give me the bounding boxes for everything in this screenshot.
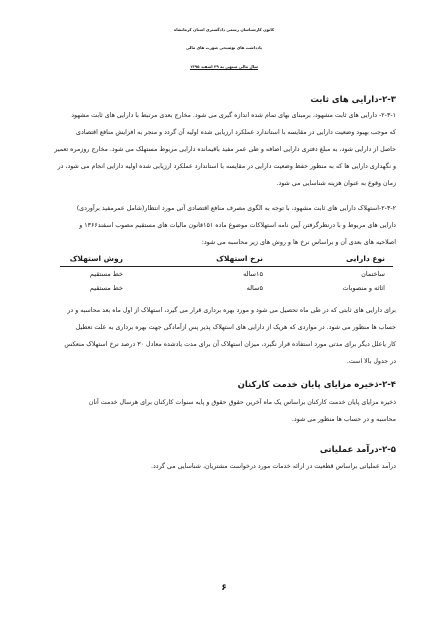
cell-depreciation-rate: ۱۵ساله bbox=[243, 270, 263, 278]
paragraph-line: برای دارایی های ثابتی که در طی ماه تحصیل می شود و مورد بهره برداری قرار می گیرد، استهلاک از اول ماه بعد محاسبه و در bbox=[67, 307, 396, 314]
paragraph-line: کار یاعلل دیگر برای مدتی مورد استفاده قرار نگیرد، میزان استهلاک آن برای مدت یادشده معادل ۳۰ درصد نرخ استهلاک منعکس bbox=[64, 341, 396, 348]
paragraph-line: درآمد عملیاتی براساس قطعیت در ارائه خدمات مورد درخواست مشتریان، شناسایی می گردد. bbox=[150, 463, 396, 470]
paragraph-line: در جدول بالا است. bbox=[346, 358, 396, 365]
cell-asset-type: ساختمان bbox=[361, 270, 385, 278]
header-asset-type: نوع دارایی bbox=[346, 254, 385, 263]
section-fixed-assets-heading: ۲-۳-دارایی های ثابت bbox=[310, 95, 396, 105]
cell-depreciation-rate: ۵ساله bbox=[246, 284, 263, 292]
cell-depreciation-method: خط مستقیم bbox=[89, 270, 123, 278]
period-title: سال مالی منتهی به ۲۹ اسفند ۱۳۹۵ bbox=[189, 64, 259, 69]
section-end-of-service-heading: ۲-۴-ذخیره مزایای پایان خدمت کارکنان bbox=[237, 380, 396, 390]
paragraph-line: که موجب بهبود وضعیت دارایی در مقایسه با استاندارد عملکرد ارزیابی شده اولیه آن گردد و منجر به افزایش منافع اقتصادی bbox=[76, 129, 396, 136]
org-title: کانون کارشناسان رسمی دادگستری استان کرمانشاه bbox=[173, 27, 275, 32]
paragraph-line: و نگهداری دارایی ها که به منظور حفظ وضعیت دارایی در مقایسه با استاندارد عملکرد ارزیابی شده اولیه دارایی انجام می شود، در bbox=[57, 163, 396, 170]
paragraph-line: حاصل از دارایی شود، به مبلغ دفتری دارایی اضافه و طی عمر مفید باقیمانده دارایی مربوط مستهلک می شود. مخارج روزمره تعمیر bbox=[54, 146, 396, 153]
paragraph-line: حساب ها منظور می شود. در مواردی که هریک از دارایی های استهلاک پذیر پس ازآمادگی جهت بهره برداری به علت تعطیل bbox=[75, 324, 396, 331]
paragraph-line: ۲-۳-۲-استهلاک دارایی های ثابت مشهود، با توجه به الگوی مصرف منافع اقتصادی آتی مورد انتظار(شامل عمرمفید برآوردی) bbox=[76, 205, 396, 212]
depreciation-table bbox=[60, 254, 393, 298]
table-rule bbox=[60, 266, 393, 267]
table-row bbox=[60, 284, 393, 294]
report-title: یادداشت های توضیحی صورت های مالی bbox=[185, 45, 263, 50]
paragraph-line: ۲-۳-۱- دارایی های ثابت مشهود، برمبنای بهای تمام شده اندازه گیری می شود. مخارج بعدی مرتبط با دارایی های ثابت مشهود bbox=[71, 112, 396, 119]
cell-depreciation-method: خط مستقیم bbox=[89, 284, 123, 292]
page-number: ۶ bbox=[221, 583, 227, 593]
header-depreciation-rate: نرخ استهلاک bbox=[216, 254, 263, 263]
section-operating-revenue-heading: ۲-۵-درآمد عملیاتی bbox=[319, 445, 396, 455]
table-header-row bbox=[60, 254, 393, 264]
table-row bbox=[60, 270, 393, 280]
paragraph-line: اصلاحیه های بعدی آن و براساس نرخ ها و روش های زیر محاسبه می شود: bbox=[201, 239, 396, 246]
cell-asset-type: اثاثه و منصوبات bbox=[342, 284, 385, 292]
paragraph-line: محاسبه و در حساب ها منظور می شود. bbox=[291, 416, 396, 423]
paragraph-line: دارایی های مربوط و با درنظرگرفتن آیین نامه استهلاکات موضوع ماده ۱۵۱قانون مالیات های مستقیم مصوب اسفند۱۳۶۶ و bbox=[79, 222, 396, 229]
header-depreciation-method: روش استهلاک bbox=[69, 254, 123, 263]
paragraph-line: ذخیره مزایای پایان خدمت کارکنان براساس یک ماه آخرین حقوق حقوق و پایه سنوات کارکنان برای هرسال خدمت آنان bbox=[88, 399, 396, 406]
paragraph-line: زمان وقوع به عنوان هزینه شناسایی می شود. bbox=[276, 180, 396, 187]
